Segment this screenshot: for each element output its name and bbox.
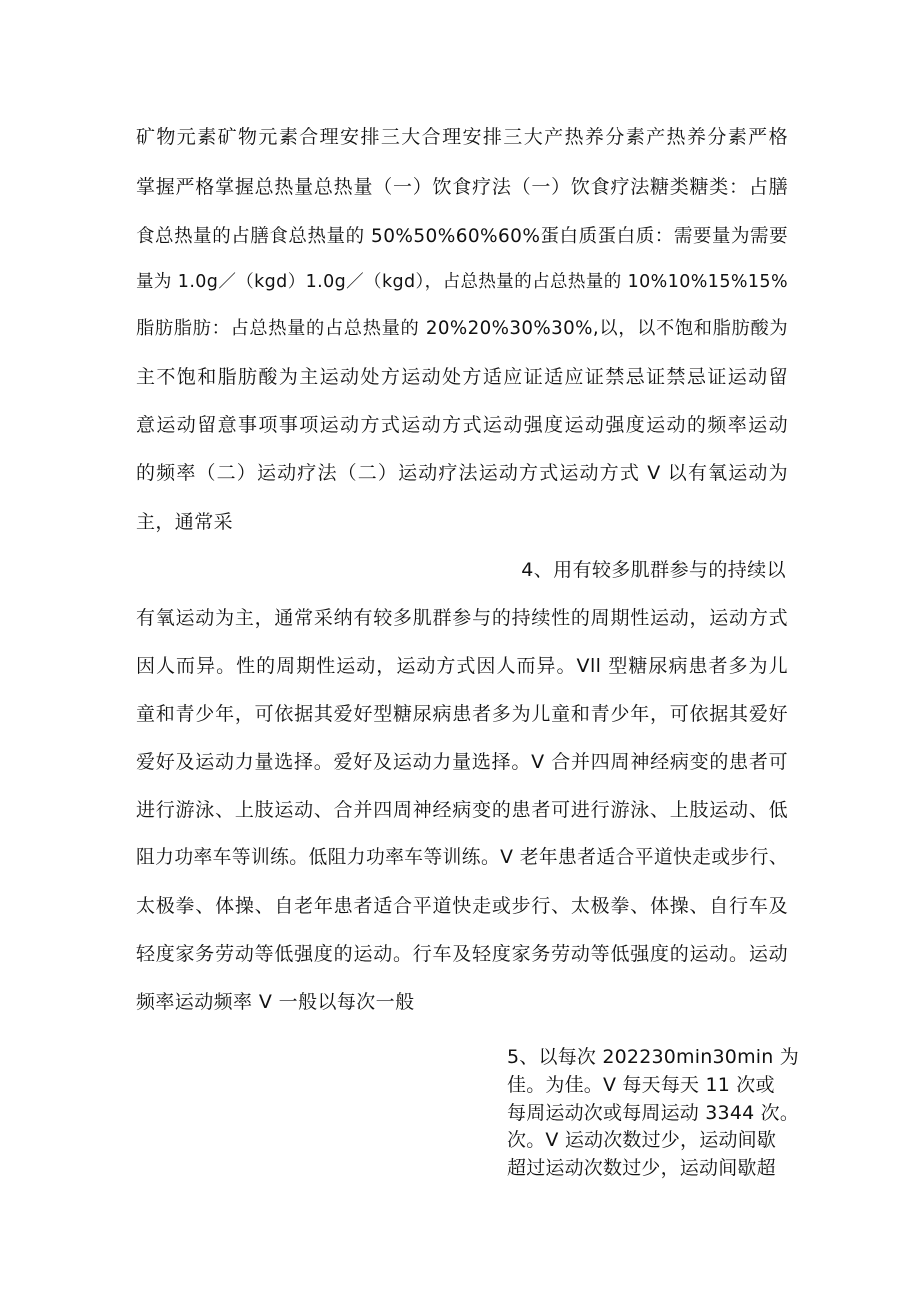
section4-line-5: 进行游泳、上肢运动、合并四周神经病变的患者可进行游泳、上肢运动、低 (136, 799, 788, 821)
section4-line-1: 有氧运动为主，通常采纳有较多肌群参与的持续性的周期性运动，运动方式 (136, 607, 788, 629)
section4-line-7: 太极拳、体操、自老年患者适合平道快走或步行、太极拳、体操、自行车及 (136, 895, 788, 917)
section4-line-9: 频率运动频率 V 一般以每次一般 (136, 991, 415, 1013)
paragraph1-line-1: 矿物元素矿物元素合理安排三大合理安排三大产热养分素产热养分素严格 (136, 126, 788, 148)
section5-line-2: 佳。为佳。V 每天每天 11 次或 (507, 1074, 775, 1096)
section4-line-3: 童和青少年，可依据其爱好型糖尿病患者多为儿童和青少年，可依据其爱好 (136, 703, 788, 725)
section4-line-6: 阻力功率车等训练。低阻力功率车等训练。V 老年患者适合平道快走或步行、 (136, 847, 788, 868)
section5-line-1: 5、以每次 202230min30min 为 (507, 1046, 799, 1068)
section5-line-5: 超过运动次数过少，运动间歇超 (507, 1157, 776, 1179)
section4-line-4: 爱好及运动力量选择。爱好及运动力量选择。V 合并四周神经病变的患者可 (136, 751, 788, 773)
paragraph1-line-8: 的频率（二）运动疗法（二）运动疗法运动方式运动方式 V 以有氧运动为 (136, 462, 788, 484)
paragraph1-line-2: 掌握严格掌握总热量总热量（一）饮食疗法（一）饮食疗法糖类糖类：占膳 (136, 176, 788, 198)
section5-line-3: 每周运动次或每周运动 3344 次。 (507, 1102, 800, 1124)
section4-heading: 4、用有较多肌群参与的持续以 (521, 559, 786, 581)
paragraph1-line-9: 主，通常采 (136, 511, 234, 533)
paragraph1-line-3: 食总热量的占膳食总热量的 50%50%60%60%蛋白质蛋白质：需要量为需要 (136, 226, 788, 247)
paragraph1-line-4: 量为 1.0g／（kgd）1.0g／（kgd），占总热量的占总热量的 10%10%15%15% (136, 272, 788, 292)
section4-line-8: 轻度家务劳动等低强度的运动。行车及轻度家务劳动等低强度的运动。运动 (136, 943, 788, 965)
section5-line-4: 次。V 运动次数过少，运动间歇 (507, 1129, 777, 1151)
paragraph1-line-7: 意运动留意事项事项运动方式运动方式运动强度运动强度运动的频率运动 (136, 414, 788, 436)
section4-line-2: 因人而异。性的周期性运动，运动方式因人而异。Vll 型糖尿病患者多为儿 (136, 655, 788, 677)
paragraph1-line-6: 主不饱和脂肪酸为主运动处方运动处方适应证适应证禁忌证禁忌证运动留 (136, 366, 788, 388)
paragraph1-line-5: 脂肪脂肪：占总热量的占总热量的 20%20%30%30%,以，以不饱和脂肪酸为 (136, 318, 788, 339)
